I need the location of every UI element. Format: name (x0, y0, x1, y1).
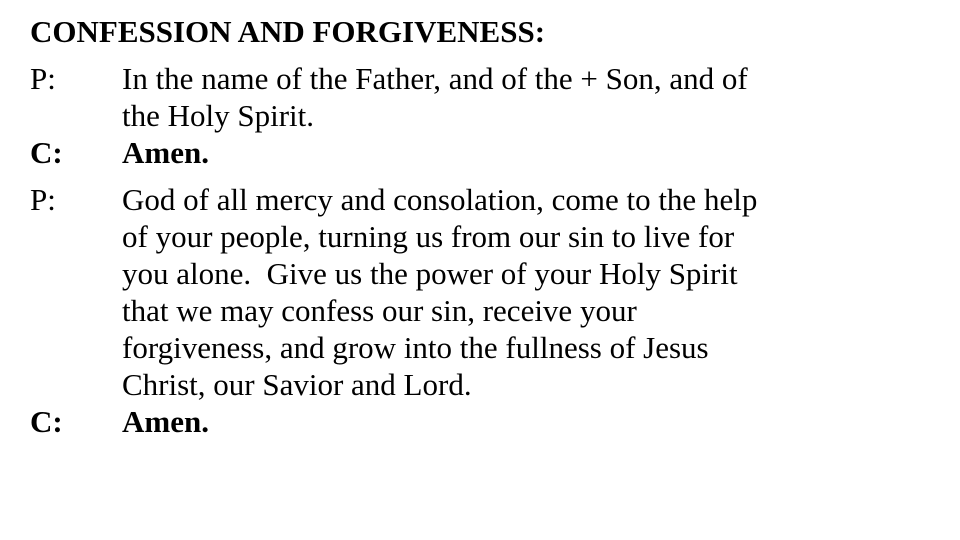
text-line: forgiveness, and grow into the fullness of Jesus (122, 330, 709, 365)
congregation-response (30, 134, 930, 171)
text-line: that we may confess our sin, receive your (122, 293, 637, 328)
text-line: God of all mercy and consolation, come to the help (122, 182, 758, 217)
response-text (122, 134, 930, 171)
text-line: In the name of the Father, and of the + Son, and of (122, 61, 748, 96)
prayer-text (122, 181, 930, 403)
text-line: of your people, turning us from our sin to live for (122, 219, 735, 254)
speaker-label: P: (30, 61, 56, 96)
text-line: you alone. Give us the power of your Holy Spirit (122, 256, 738, 291)
text-line: the Holy Spirit. (122, 98, 315, 133)
liturgy-slide (30, 14, 930, 440)
pastor-prayer (30, 181, 930, 403)
speaker-label: C: (30, 404, 63, 439)
speaker-label: C: (30, 135, 63, 170)
pastor-invocation (30, 60, 930, 134)
response-text (122, 403, 930, 440)
text-line: Christ, our Savior and Lord. (122, 367, 472, 402)
text-line: Amen. (122, 135, 209, 170)
section-title: CONFESSION AND FORGIVENESS: (30, 14, 546, 49)
speaker-label: P: (30, 182, 56, 217)
text-line: Amen. (122, 404, 209, 439)
invocation-text (122, 60, 930, 134)
congregation-response (30, 403, 930, 440)
